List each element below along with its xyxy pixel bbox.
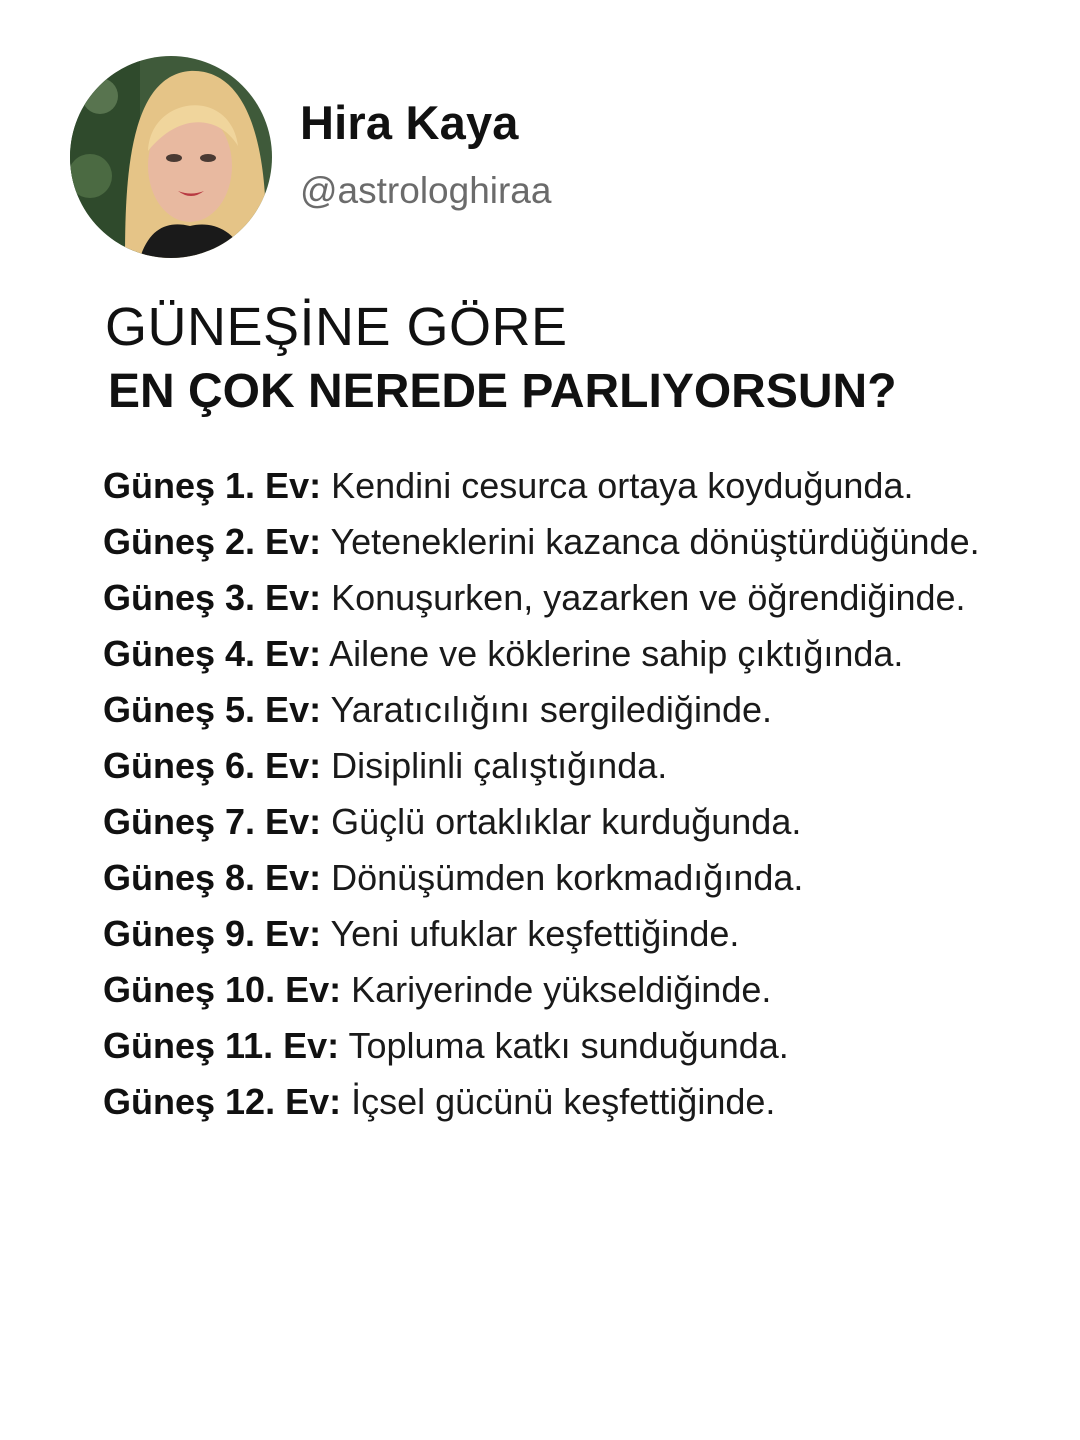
list-item-label: Güneş 6. Ev: (103, 745, 322, 786)
list-item-label: Güneş 12. Ev: (103, 1081, 342, 1122)
list-item-text: Yeni ufuklar keşfettiğinde. (330, 913, 740, 954)
list-item (103, 514, 983, 570)
list-item-text: Yeteneklerini kazanca dönüştürdüğünde. (330, 521, 980, 562)
list-item-label: Güneş 1. Ev: (103, 465, 322, 506)
list-item (103, 570, 983, 626)
list-item-text: Disiplinli çalıştığında. (331, 745, 668, 786)
list-item (103, 458, 983, 514)
list-item-label: Güneş 10. Ev: (103, 969, 342, 1010)
avatar-photo (70, 56, 272, 258)
list-item-label: Güneş 7. Ev: (103, 801, 322, 842)
house-list (103, 458, 983, 1130)
list-item (103, 850, 983, 906)
list-item (103, 626, 983, 682)
list-item-text: Kariyerinde yükseldiğinde. (351, 969, 772, 1010)
list-item-label: Güneş 5. Ev: (103, 689, 322, 730)
list-item-label: Güneş 3. Ev: (103, 577, 322, 618)
list-item-text: Kendini cesurca ortaya koyduğunda. (331, 465, 914, 506)
title-line-2: EN ÇOK NEREDE PARLIYORSUN? (108, 365, 897, 418)
list-item-label: Güneş 8. Ev: (103, 857, 322, 898)
list-item (103, 906, 983, 962)
list-item-label: Güneş 11. Ev: (103, 1025, 340, 1066)
list-item-label: Güneş 2. Ev: (103, 521, 322, 562)
list-item (103, 962, 983, 1018)
list-item-label: Güneş 4. Ev: (103, 633, 322, 674)
list-item (103, 1018, 983, 1074)
user-handle[interactable]: @astrologhiraa (300, 170, 552, 211)
identity-block (300, 96, 552, 211)
list-item-text: Ailene ve köklerine sahip çıktığında. (329, 633, 904, 674)
list-item-text: Güçlü ortaklıklar kurduğunda. (331, 801, 802, 842)
list-item-text: Konuşurken, yazarken ve öğrendiğinde. (331, 577, 966, 618)
list-item-text: İçsel gücünü keşfettiğinde. (351, 1081, 776, 1122)
list-item (103, 1074, 983, 1130)
avatar[interactable] (70, 56, 272, 258)
display-name[interactable]: Hira Kaya (300, 96, 519, 149)
list-item-text: Topluma katkı sunduğunda. (348, 1025, 789, 1066)
list-item-label: Güneş 9. Ev: (103, 913, 322, 954)
list-item-text: Dönüşümden korkmadığında. (331, 857, 804, 898)
profile-header (70, 56, 551, 258)
title-line-1: GÜNEŞİNE GÖRE (105, 297, 568, 357)
list-item (103, 738, 983, 794)
list-item (103, 794, 983, 850)
list-item-text: Yaratıcılığını sergilediğinde. (330, 689, 773, 730)
list-item (103, 682, 983, 738)
